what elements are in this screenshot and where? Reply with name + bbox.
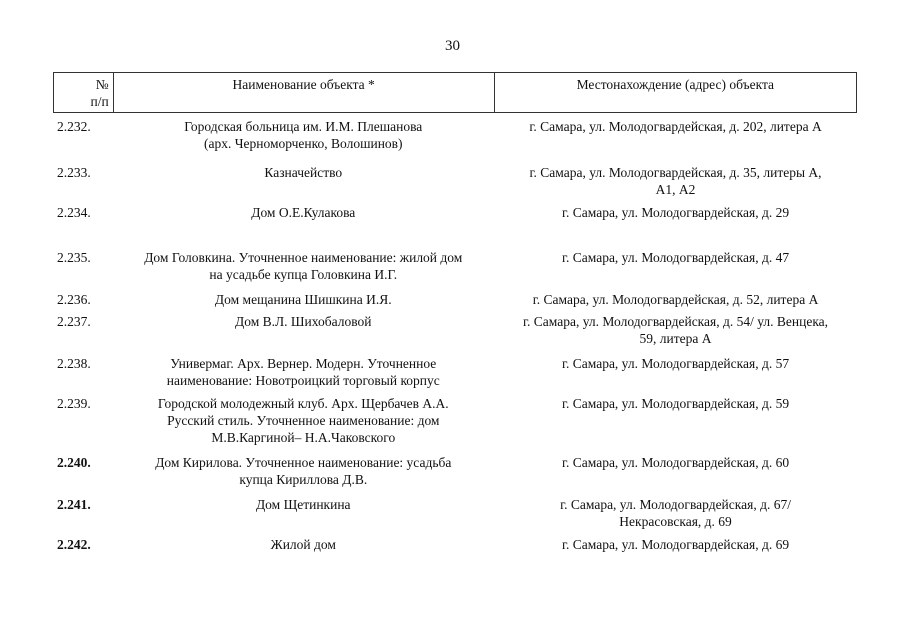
object-address-line: г. Самара, ул. Молодогвардейская, д. 67/	[560, 497, 791, 512]
table-row	[53, 247, 857, 289]
object-address	[494, 116, 857, 162]
object-name	[112, 452, 494, 494]
object-name-line: Русский стиль. Уточненное наименование: дом	[167, 413, 440, 428]
object-address-line: г. Самара, ул. Молодогвардейская, д. 54/ ул. Венцека,	[523, 314, 829, 329]
object-name	[112, 494, 494, 534]
table-row	[53, 116, 857, 162]
objects-table	[53, 116, 857, 564]
object-address-line: А1, А2	[655, 182, 696, 197]
object-name-line: Казначейство	[264, 165, 343, 180]
object-address	[494, 162, 857, 202]
header-num-label-2: п/п	[90, 94, 109, 109]
object-name	[112, 116, 494, 162]
table-row	[53, 393, 857, 452]
object-name-line: Дом О.Е.Кулакова	[251, 205, 356, 220]
object-name-line: купца Кириллова Д.В.	[239, 472, 368, 487]
object-address-line: г. Самара, ул. Молодогвардейская, д. 35, литеры А,	[529, 165, 822, 180]
object-address-line: Некрасовская, д. 69	[619, 514, 732, 529]
table-row	[53, 534, 857, 564]
row-number: 2.240.	[57, 455, 91, 470]
object-address	[494, 289, 857, 311]
table-row	[53, 311, 857, 353]
table-row	[53, 162, 857, 202]
row-number: 2.238.	[57, 356, 91, 371]
header-address: Местонахождение (адрес) объекта	[494, 73, 856, 113]
object-name	[112, 393, 494, 452]
object-name-line: Дом Щетинкина	[255, 497, 351, 512]
object-address-line: г. Самара, ул. Молодогвардейская, д. 202, литера А	[529, 119, 822, 134]
row-number: 2.235.	[57, 250, 91, 265]
object-address	[494, 494, 857, 534]
object-name-line: наименование: Новотроицкий торговый корпус	[166, 373, 440, 388]
table-row	[53, 289, 857, 311]
row-number: 2.236.	[57, 292, 91, 307]
row-number: 2.241.	[57, 497, 91, 512]
object-address	[494, 353, 857, 393]
object-name	[112, 534, 494, 564]
header-num-label-1: №	[95, 77, 109, 92]
object-address-line: г. Самара, ул. Молодогвардейская, д. 69	[561, 537, 790, 552]
object-name-line: (арх. Черноморченко, Волошинов)	[203, 136, 403, 151]
object-address-line: г. Самара, ул. Молодогвардейская, д. 29	[561, 205, 790, 220]
object-name	[112, 289, 494, 311]
object-name-line: Дом Головкина. Уточненное наименование: жилой дом	[144, 250, 463, 265]
table-row	[53, 202, 857, 247]
header-name: Наименование объекта *	[113, 73, 494, 113]
table-header	[53, 72, 857, 113]
object-name-line: Дом Кирилова. Уточненное наименование: усадьба	[155, 455, 452, 470]
object-name-line: Универмаг. Арх. Вернер. Модерн. Уточненное	[170, 356, 437, 371]
row-number: 2.242.	[57, 537, 91, 552]
object-name-line: Дом мещанина Шишкина И.Я.	[214, 292, 392, 307]
page-number: 30	[445, 38, 460, 54]
object-name-line: Жилой дом	[270, 537, 336, 552]
table-row	[53, 494, 857, 534]
row-number: 2.237.	[57, 314, 91, 329]
object-address-line: г. Самара, ул. Молодогвардейская, д. 59	[561, 396, 790, 411]
object-name	[112, 311, 494, 353]
object-name	[112, 162, 494, 202]
object-name	[112, 202, 494, 247]
object-name	[112, 353, 494, 393]
object-name	[112, 247, 494, 289]
object-address	[494, 452, 857, 494]
object-address-line: г. Самара, ул. Молодогвардейская, д. 52, литера А	[532, 292, 819, 307]
object-address-line: г. Самара, ул. Молодогвардейская, д. 60	[561, 455, 790, 470]
object-name-line: М.В.Каргиной– Н.А.Чаковского	[211, 430, 396, 445]
object-address-line: г. Самара, ул. Молодогвардейская, д. 57	[561, 356, 790, 371]
object-name-line: Городской молодежный клуб. Арх. Щербачев А.А.	[157, 396, 449, 411]
object-name-line: на усадьбе купца Головкина И.Г.	[209, 267, 398, 282]
table-row	[53, 353, 857, 393]
row-number: 2.234.	[57, 205, 91, 220]
object-name-line: Дом В.Л. Шихобаловой	[235, 314, 372, 329]
object-name-line: Городская больница им. И.М. Плешанова	[184, 119, 423, 134]
object-address	[494, 393, 857, 452]
object-address	[494, 311, 857, 353]
object-address-line: 59, литера А	[639, 331, 712, 346]
row-number: 2.232.	[57, 119, 91, 134]
object-address	[494, 202, 857, 247]
table-row	[53, 452, 857, 494]
row-number: 2.233.	[57, 165, 91, 180]
object-address	[494, 534, 857, 564]
header-num	[54, 73, 114, 113]
row-number: 2.239.	[57, 396, 91, 411]
object-address-line: г. Самара, ул. Молодогвардейская, д. 47	[561, 250, 790, 265]
object-address	[494, 247, 857, 289]
